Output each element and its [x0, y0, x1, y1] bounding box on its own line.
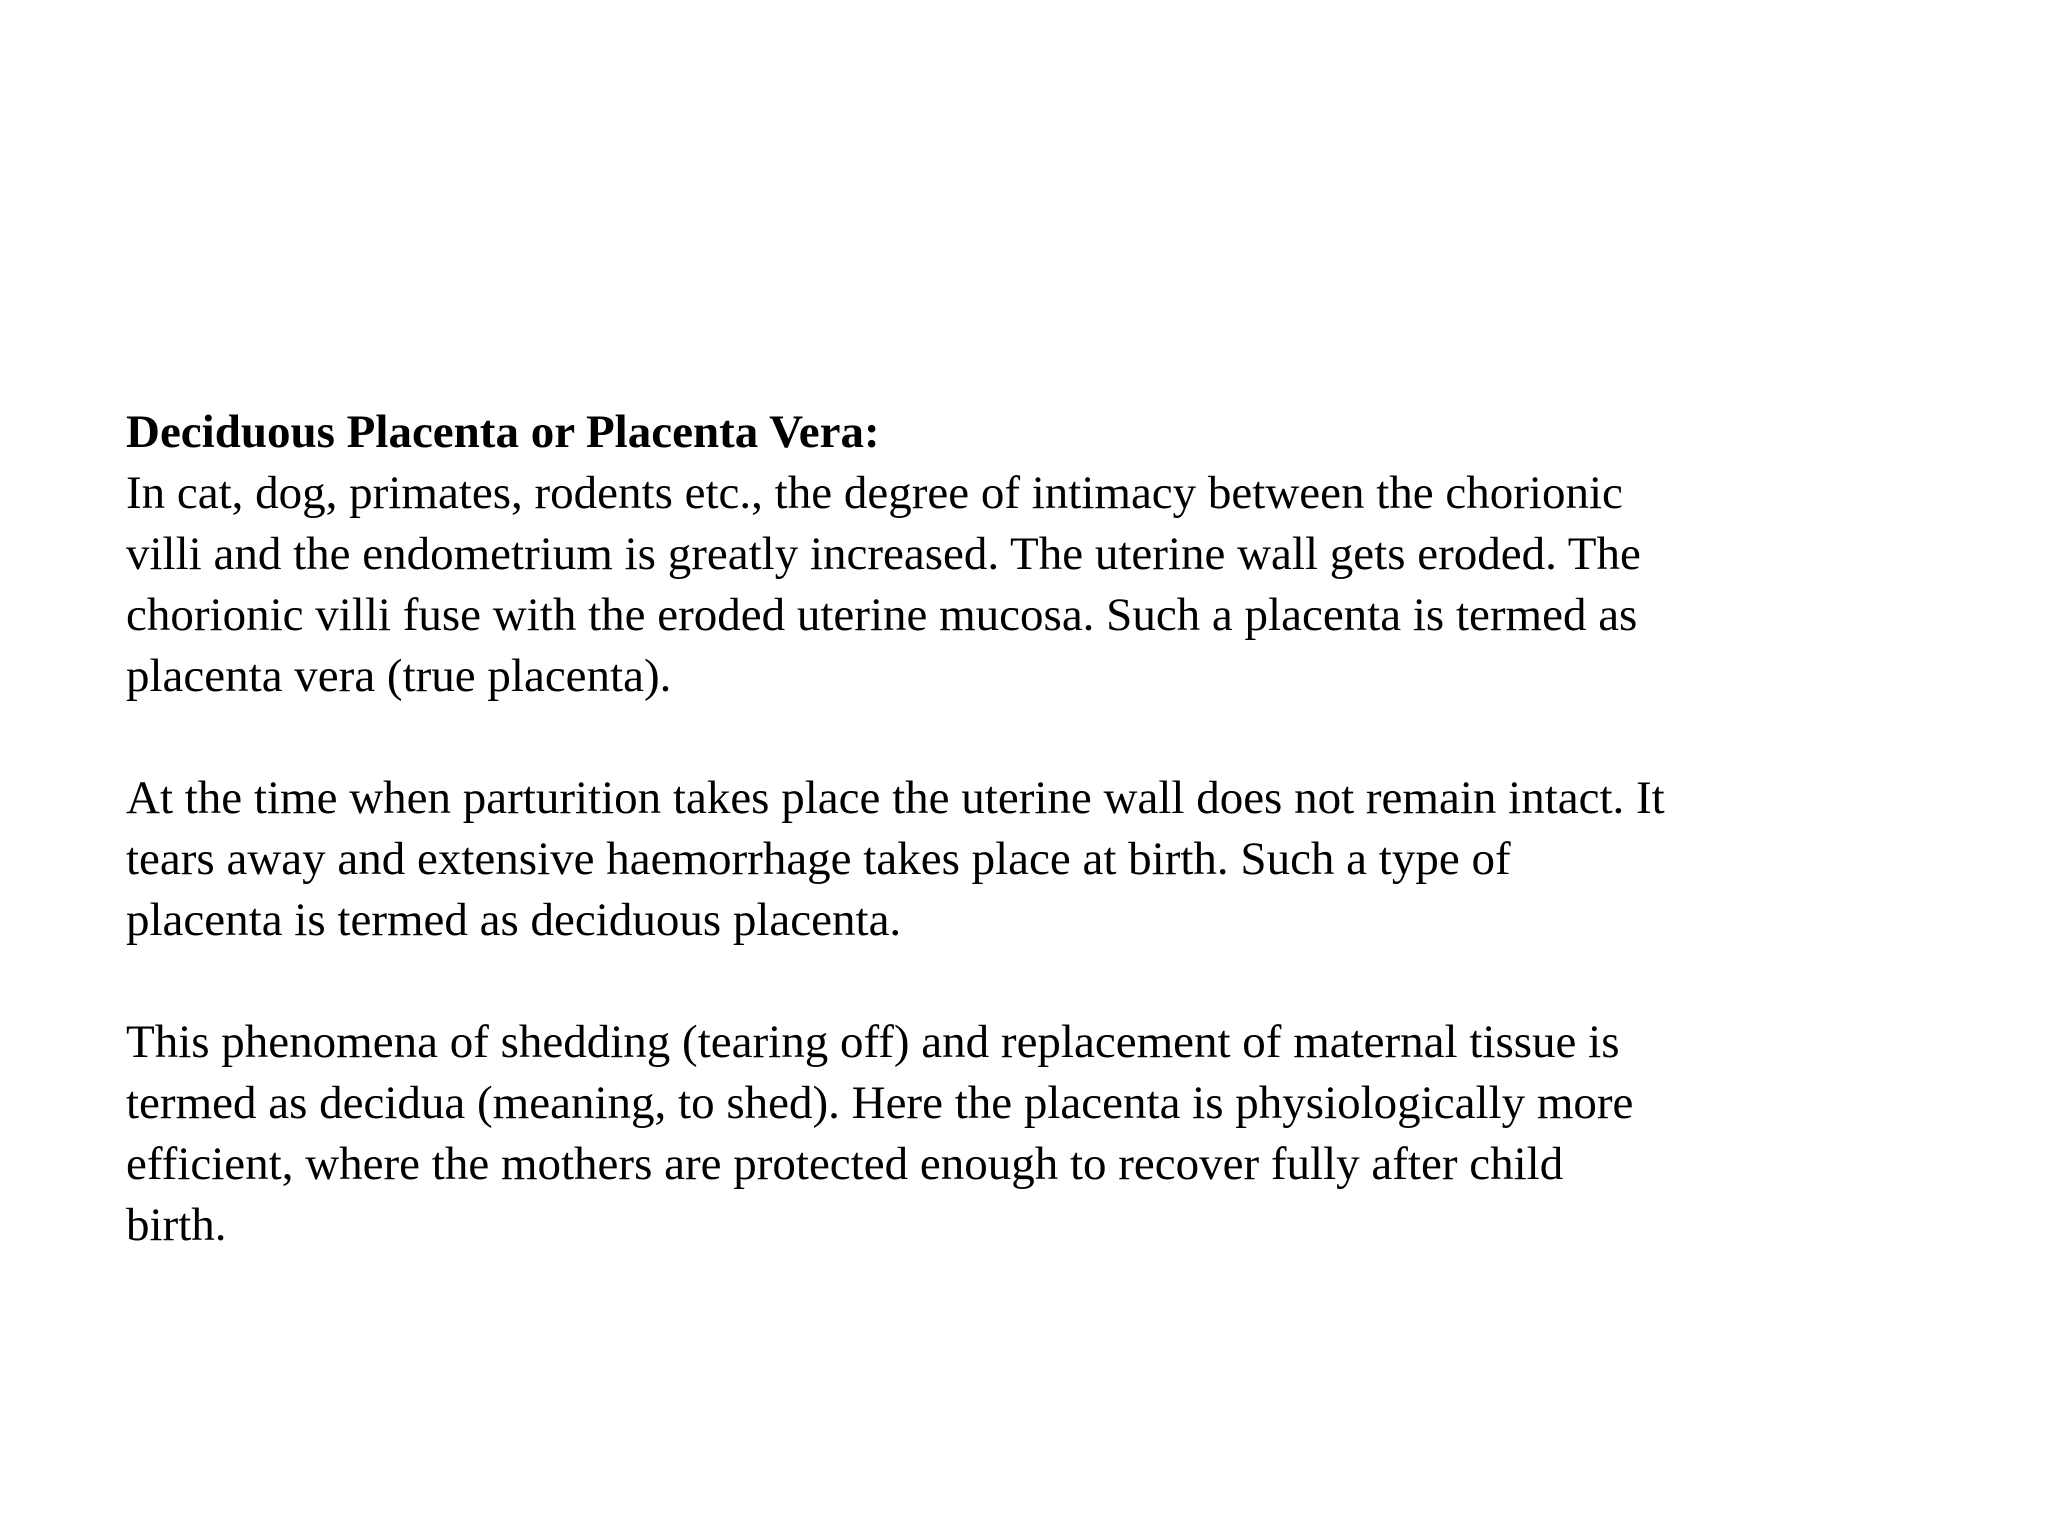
paragraph-line: tears away and extensive haemorrhage takes place at birth. Such a type of: [126, 833, 1511, 885]
paragraph-line: efficient, where the mothers are protected enough to recover fully after child: [126, 1138, 1564, 1190]
section-heading: Deciduous Placenta or Placenta Vera:: [126, 406, 880, 458]
paragraph-1: [126, 463, 2006, 707]
paragraph-line: birth.: [126, 1199, 227, 1251]
paragraph-line: chorionic villi fuse with the eroded uterine mucosa. Such a placenta is termed as: [126, 589, 1638, 641]
paragraph-2: [126, 768, 2006, 951]
paragraph-line: villi and the endometrium is greatly increased. The uterine wall gets eroded. The: [126, 528, 1641, 580]
paragraph-3: [126, 1012, 2006, 1256]
text-block: [126, 402, 2006, 1256]
paragraph-line: This phenomena of shedding (tearing off) and replacement of maternal tissue is: [126, 1016, 1620, 1068]
paragraph-spacer: [126, 951, 2006, 1012]
paragraph-line: In cat, dog, primates, rodents etc., the degree of intimacy between the chorionic: [126, 467, 1623, 519]
paragraph-line: At the time when parturition takes place the uterine wall does not remain intact. It: [126, 772, 1665, 824]
paragraph-spacer: [126, 707, 2006, 768]
paragraph-line: placenta vera (true placenta).: [126, 650, 672, 702]
paragraph-line: termed as decidua (meaning, to shed). Here the placenta is physiologically more: [126, 1077, 1634, 1129]
paragraph-line: placenta is termed as deciduous placenta.: [126, 894, 902, 946]
